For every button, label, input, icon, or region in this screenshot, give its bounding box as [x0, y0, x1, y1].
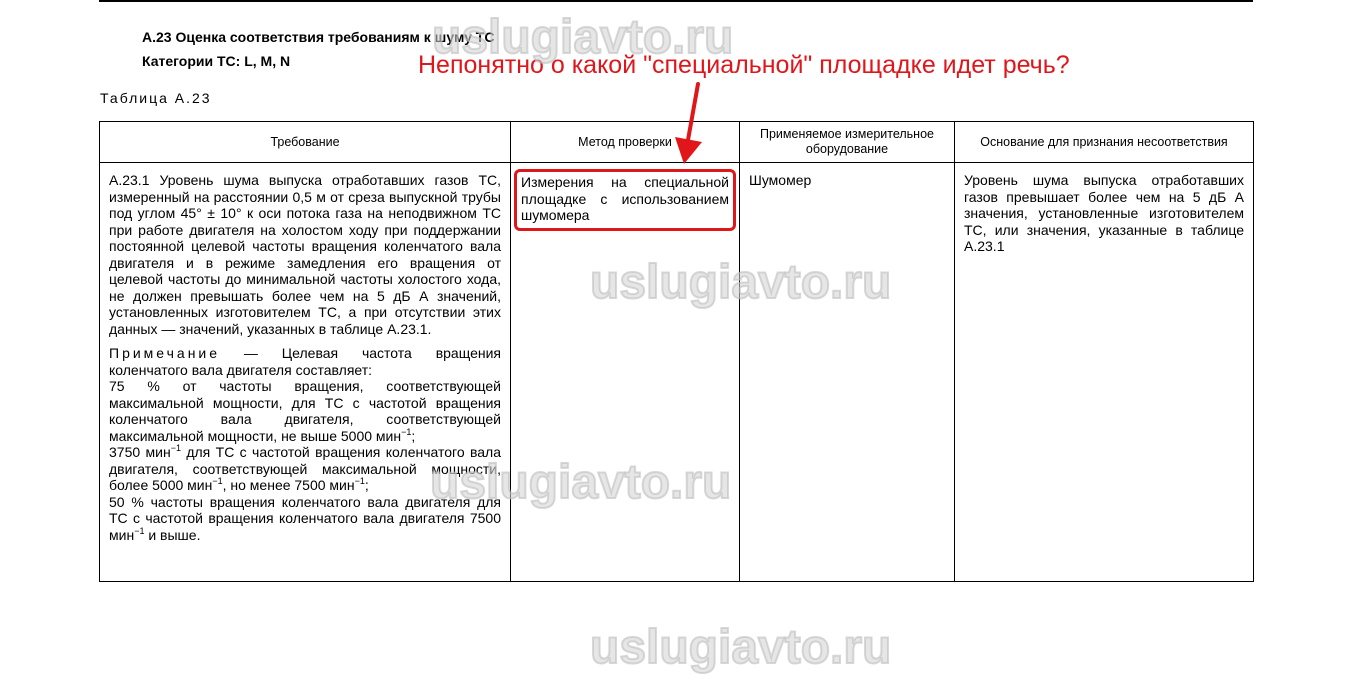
top-rule: [99, 0, 1253, 2]
requirement-text: А.23.1 Уровень шума выпуска отработавших газов ТС, измеренный на расстоянии 0,5 м от среза выпускной трубы под углом 45° ± 10° к оси потока газа на неподвижном ТС при работе двигателя на холостом ходу при поддержании постоянной целевой частоты вращения коленчатого вала двигателя и в режиме замедления его вращения от целевой частоты до минимальной частоты холостого хода, не должен превышать более чем на 5 дБ А значений, установленных изготовителем ТС, а при отсутствии этих данных — значений, указанных в таблице А.23.1.: [109, 172, 501, 337]
note-item-2-end: , но менее 7500 мин: [222, 477, 355, 493]
note-intro: — Целевая частота вращения коленчатого вала двигателя составляет:: [109, 345, 501, 378]
watermark: uslugiavto.ru: [430, 456, 732, 509]
cell-method: [511, 163, 740, 582]
cell-nonconformity: [955, 163, 1254, 582]
nonconformity-text: Уровень шума выпуска отработавших газов превышает более чем на 5 дБ А значения, установленные изготовителем ТС, или значения, указанные в таблице А.23.1: [964, 172, 1244, 254]
column-header-nonconformity: Основание для признания несоответствия: [955, 122, 1254, 163]
vehicle-categories: Категории ТС: L, M, N: [142, 53, 291, 69]
equipment-text: Шумомер: [749, 172, 812, 188]
table-row: [100, 163, 1254, 582]
watermark: uslugiavto.ru: [432, 11, 734, 64]
method-text: Измерения на специальной площадке с использованием шумомера: [521, 174, 729, 223]
requirement-note: Примечание — Целевая частота вращения коленчатого вала двигателя составляет: 75 % от частоты вращения, соответствующей максимальной мощности, для ТС с частотой вращения коленчатого вала двигателя, соответствующей максимальной мощности, не выше 5000 мин$^{-1}$; 3750 мин$^{-1}$ для ТС с частотой вращения коленчатого вала двигателя, соответствующей максимальной мощности, более 5000 мин$^{-1}$, но менее 7500 мин$^{-1}$; 50 % частоты вращения коленчатого вала двигателя для ТС с частотой вращения коленчатого вала двигателя 7500 мин$^{-1}$ и выше.: [109, 345, 501, 543]
requirements-table: [99, 121, 1254, 582]
watermark: uslugiavto.ru: [590, 621, 892, 674]
note-item-1: 75 % от частоты вращения, соответствующей максимальной мощности, для ТС с частотой вращения коленчатого вала двигателя, соответствующей максимальной мощности, не выше 5000 мин: [109, 378, 501, 444]
note-item-3: 50 % частоты вращения коленчатого вала двигателя для ТС с частотой вращения коленчатого вала двигателя 7500 мин: [109, 493, 501, 543]
watermark: uslugiavto.ru: [590, 256, 892, 309]
table-header-row: [100, 122, 1254, 163]
column-header-equipment: Применяемое измерительное оборудование: [740, 122, 955, 163]
method-highlight-box: [514, 169, 736, 231]
note-label: Примечание: [109, 345, 221, 361]
note-item-2-start: 3750 мин: [109, 444, 171, 460]
column-header-method: Метод проверки: [511, 122, 740, 163]
table-caption: Таблица А.23: [100, 90, 212, 106]
cell-requirement: [100, 163, 511, 582]
section-title: А.23 Оценка соответствия требованиям к шуму ТС: [142, 29, 495, 45]
note-item-2-middle: для ТС с частотой вращения коленчатого вала двигателя, соответствующей максимальной мощности, более 5000 мин: [109, 444, 501, 493]
red-annotation: Непонятно о какой "специальной" площадке идет речь?: [418, 51, 1070, 79]
cell-equipment: [740, 163, 955, 582]
column-header-requirement: Требование: [100, 122, 511, 163]
